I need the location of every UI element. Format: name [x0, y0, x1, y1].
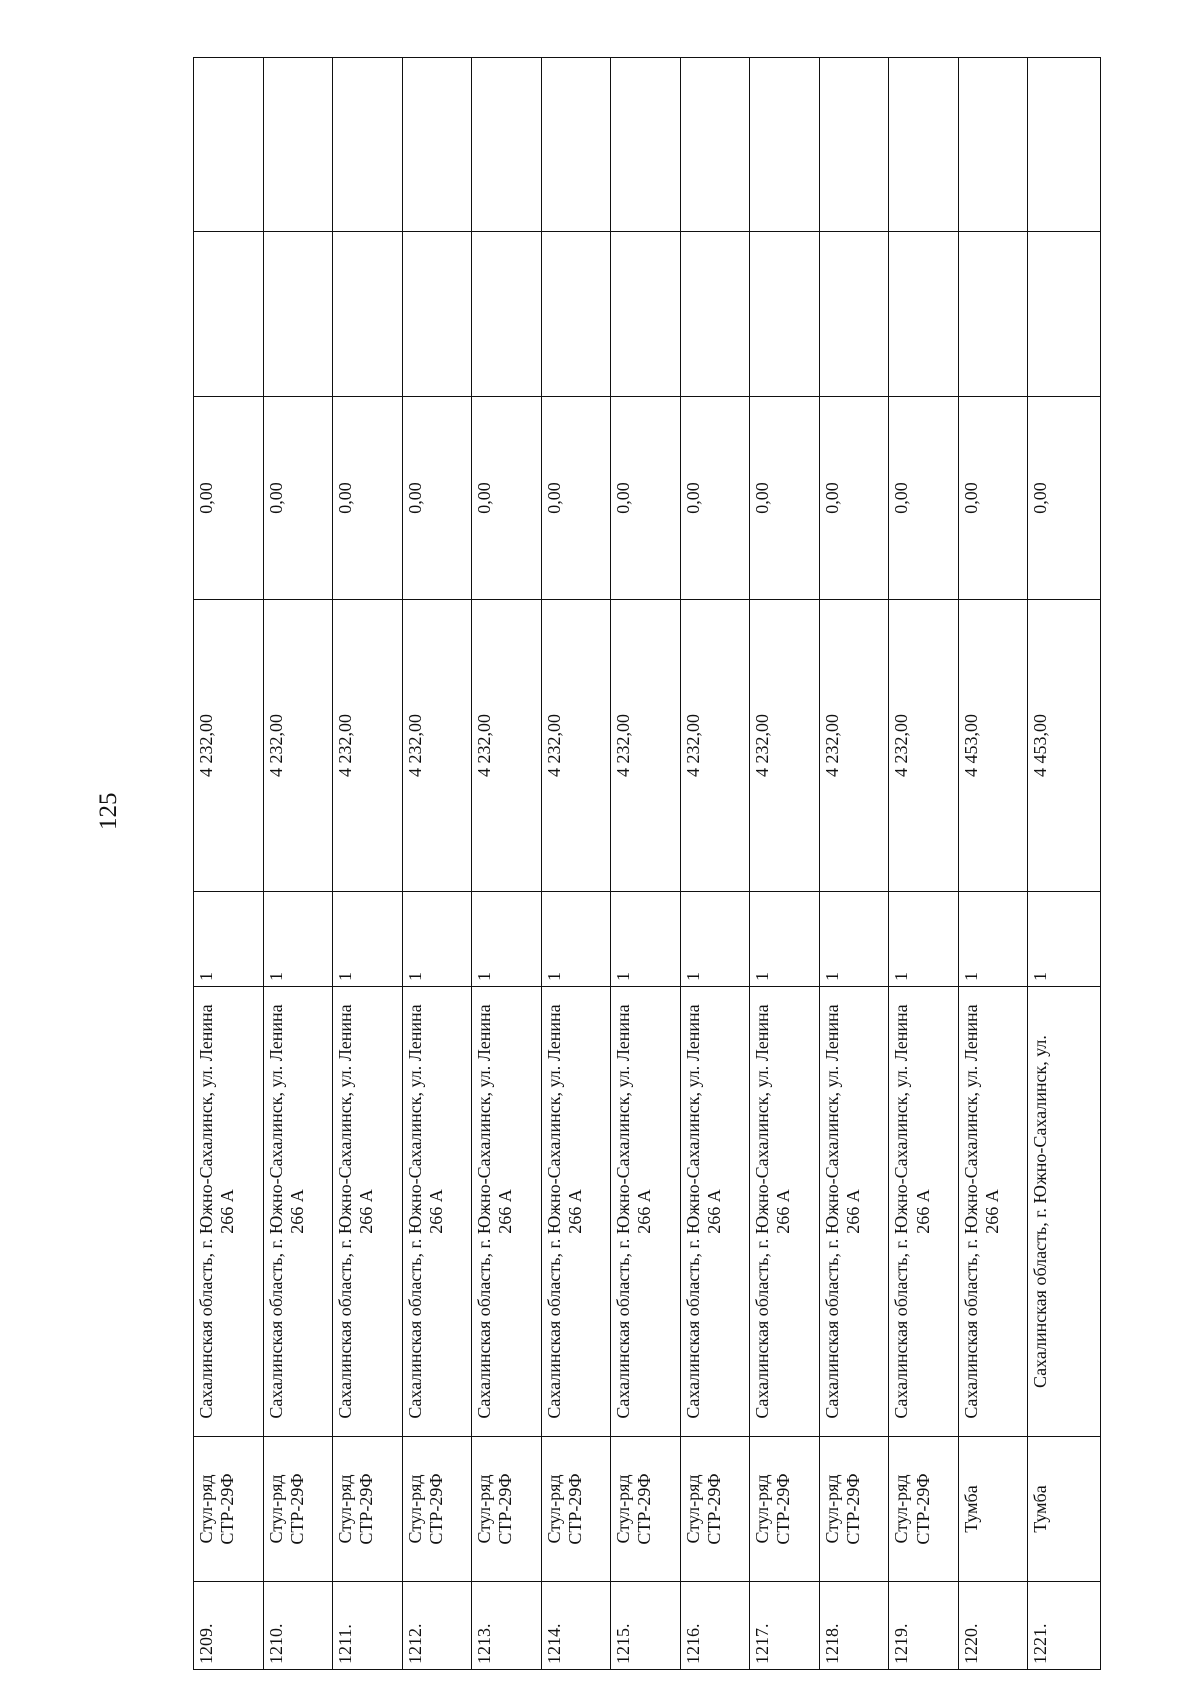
table-row: [819, 58, 889, 1670]
item-extra-2: [611, 58, 681, 232]
item-name: Стул-ряд СТР-29Ф: [333, 1437, 403, 1582]
item-cost: 4 232,00: [611, 600, 681, 892]
item-cost: 4 232,00: [263, 600, 333, 892]
item-extra-2: [1028, 58, 1101, 232]
item-quantity: 1: [819, 892, 889, 987]
item-residual-value: 0,00: [333, 397, 403, 600]
item-address: Сахалинская область, г. Южно-Сахалинск, ул. Ленина 266 А: [402, 987, 472, 1437]
table-row: [541, 58, 611, 1670]
item-extra-1: [611, 232, 681, 397]
item-address: Сахалинская область, г. Южно-Сахалинск, ул. Ленина 266 А: [750, 987, 820, 1437]
item-residual-value: 0,00: [750, 397, 820, 600]
row-number: 1210.: [263, 1582, 333, 1670]
item-extra-2: [263, 58, 333, 232]
item-quantity: 1: [263, 892, 333, 987]
row-number: 1219.: [889, 1582, 959, 1670]
item-quantity: 1: [1028, 892, 1101, 987]
item-residual-value: 0,00: [1028, 397, 1101, 600]
item-extra-2: [541, 58, 611, 232]
item-extra-1: [680, 232, 750, 397]
item-quantity: 1: [541, 892, 611, 987]
table-row: [958, 58, 1028, 1670]
item-address: Сахалинская область, г. Южно-Сахалинск, ул. Ленина 266 А: [472, 987, 542, 1437]
inventory-table: [193, 57, 1101, 1670]
item-address: Сахалинская область, г. Южно-Сахалинск, ул. Ленина 266 А: [541, 987, 611, 1437]
item-address: Сахалинская область, г. Южно-Сахалинск, ул. Ленина 266 А: [333, 987, 403, 1437]
table-row: [889, 58, 959, 1670]
item-cost: 4 232,00: [333, 600, 403, 892]
item-extra-1: [889, 232, 959, 397]
item-address: Сахалинская область, г. Южно-Сахалинск, ул. Ленина 266 А: [958, 987, 1028, 1437]
row-number: 1217.: [750, 1582, 820, 1670]
item-address: Сахалинская область, г. Южно-Сахалинск, ул. Ленина 266 А: [194, 987, 264, 1437]
item-extra-1: [472, 232, 542, 397]
table-row: [194, 58, 264, 1670]
item-extra-1: [1028, 232, 1101, 397]
item-extra-2: [819, 58, 889, 232]
item-name: Стул-ряд СТР-29Ф: [819, 1437, 889, 1582]
item-address: Сахалинская область, г. Южно-Сахалинск, ул. Ленина 266 А: [889, 987, 959, 1437]
item-residual-value: 0,00: [819, 397, 889, 600]
item-extra-1: [194, 232, 264, 397]
item-name: Тумба: [1028, 1437, 1101, 1582]
item-residual-value: 0,00: [680, 397, 750, 600]
item-quantity: 1: [472, 892, 542, 987]
row-number: 1216.: [680, 1582, 750, 1670]
item-cost: 4 232,00: [402, 600, 472, 892]
row-number: 1211.: [333, 1582, 403, 1670]
row-number: 1218.: [819, 1582, 889, 1670]
item-cost: 4 453,00: [1028, 600, 1101, 892]
item-cost: 4 232,00: [750, 600, 820, 892]
item-name: Стул-ряд СТР-29Ф: [750, 1437, 820, 1582]
row-number: 1220.: [958, 1582, 1028, 1670]
item-extra-2: [472, 58, 542, 232]
row-number: 1212.: [402, 1582, 472, 1670]
item-quantity: 1: [889, 892, 959, 987]
table-row: [333, 58, 403, 1670]
item-name: Стул-ряд СТР-29Ф: [472, 1437, 542, 1582]
table-row: [402, 58, 472, 1670]
item-extra-1: [333, 232, 403, 397]
item-name: Стул-ряд СТР-29Ф: [194, 1437, 264, 1582]
table-row: [472, 58, 542, 1670]
table-row: [1028, 58, 1101, 1670]
item-name: Стул-ряд СТР-29Ф: [541, 1437, 611, 1582]
row-number: 1215.: [611, 1582, 681, 1670]
item-residual-value: 0,00: [472, 397, 542, 600]
item-address: Сахалинская область, г. Южно-Сахалинск, ул. Ленина 266 А: [819, 987, 889, 1437]
row-number: 1221.: [1028, 1582, 1101, 1670]
table-body: [194, 58, 1101, 1670]
item-extra-1: [541, 232, 611, 397]
item-extra-1: [958, 232, 1028, 397]
item-name: Тумба: [958, 1437, 1028, 1582]
row-number: 1214.: [541, 1582, 611, 1670]
item-extra-2: [680, 58, 750, 232]
page-number: 125: [95, 792, 122, 830]
item-quantity: 1: [194, 892, 264, 987]
item-address: Сахалинская область, г. Южно-Сахалинск, ул.: [1028, 987, 1101, 1437]
item-cost: 4 232,00: [194, 600, 264, 892]
item-name: Стул-ряд СТР-29Ф: [889, 1437, 959, 1582]
item-extra-2: [333, 58, 403, 232]
item-address: Сахалинская область, г. Южно-Сахалинск, ул. Ленина 266 А: [680, 987, 750, 1437]
item-name: Стул-ряд СТР-29Ф: [680, 1437, 750, 1582]
table-row: [263, 58, 333, 1670]
item-residual-value: 0,00: [263, 397, 333, 600]
item-extra-1: [263, 232, 333, 397]
item-name: Стул-ряд СТР-29Ф: [402, 1437, 472, 1582]
item-quantity: 1: [680, 892, 750, 987]
item-cost: 4 232,00: [541, 600, 611, 892]
item-residual-value: 0,00: [194, 397, 264, 600]
item-residual-value: 0,00: [402, 397, 472, 600]
item-residual-value: 0,00: [611, 397, 681, 600]
item-extra-2: [958, 58, 1028, 232]
item-residual-value: 0,00: [541, 397, 611, 600]
item-name: Стул-ряд СТР-29Ф: [263, 1437, 333, 1582]
item-cost: 4 453,00: [958, 600, 1028, 892]
item-residual-value: 0,00: [958, 397, 1028, 600]
item-name: Стул-ряд СТР-29Ф: [611, 1437, 681, 1582]
item-extra-2: [194, 58, 264, 232]
item-extra-1: [819, 232, 889, 397]
item-residual-value: 0,00: [889, 397, 959, 600]
item-cost: 4 232,00: [680, 600, 750, 892]
item-cost: 4 232,00: [472, 600, 542, 892]
table-row: [750, 58, 820, 1670]
row-number: 1213.: [472, 1582, 542, 1670]
row-number: 1209.: [194, 1582, 264, 1670]
item-quantity: 1: [611, 892, 681, 987]
item-extra-1: [402, 232, 472, 397]
item-extra-1: [750, 232, 820, 397]
item-quantity: 1: [333, 892, 403, 987]
item-cost: 4 232,00: [819, 600, 889, 892]
item-quantity: 1: [958, 892, 1028, 987]
table-row: [611, 58, 681, 1670]
item-extra-2: [750, 58, 820, 232]
item-cost: 4 232,00: [889, 600, 959, 892]
table-row: [680, 58, 750, 1670]
item-extra-2: [889, 58, 959, 232]
item-address: Сахалинская область, г. Южно-Сахалинск, ул. Ленина 266 А: [611, 987, 681, 1437]
item-quantity: 1: [750, 892, 820, 987]
item-extra-2: [402, 58, 472, 232]
item-address: Сахалинская область, г. Южно-Сахалинск, ул. Ленина 266 А: [263, 987, 333, 1437]
item-quantity: 1: [402, 892, 472, 987]
